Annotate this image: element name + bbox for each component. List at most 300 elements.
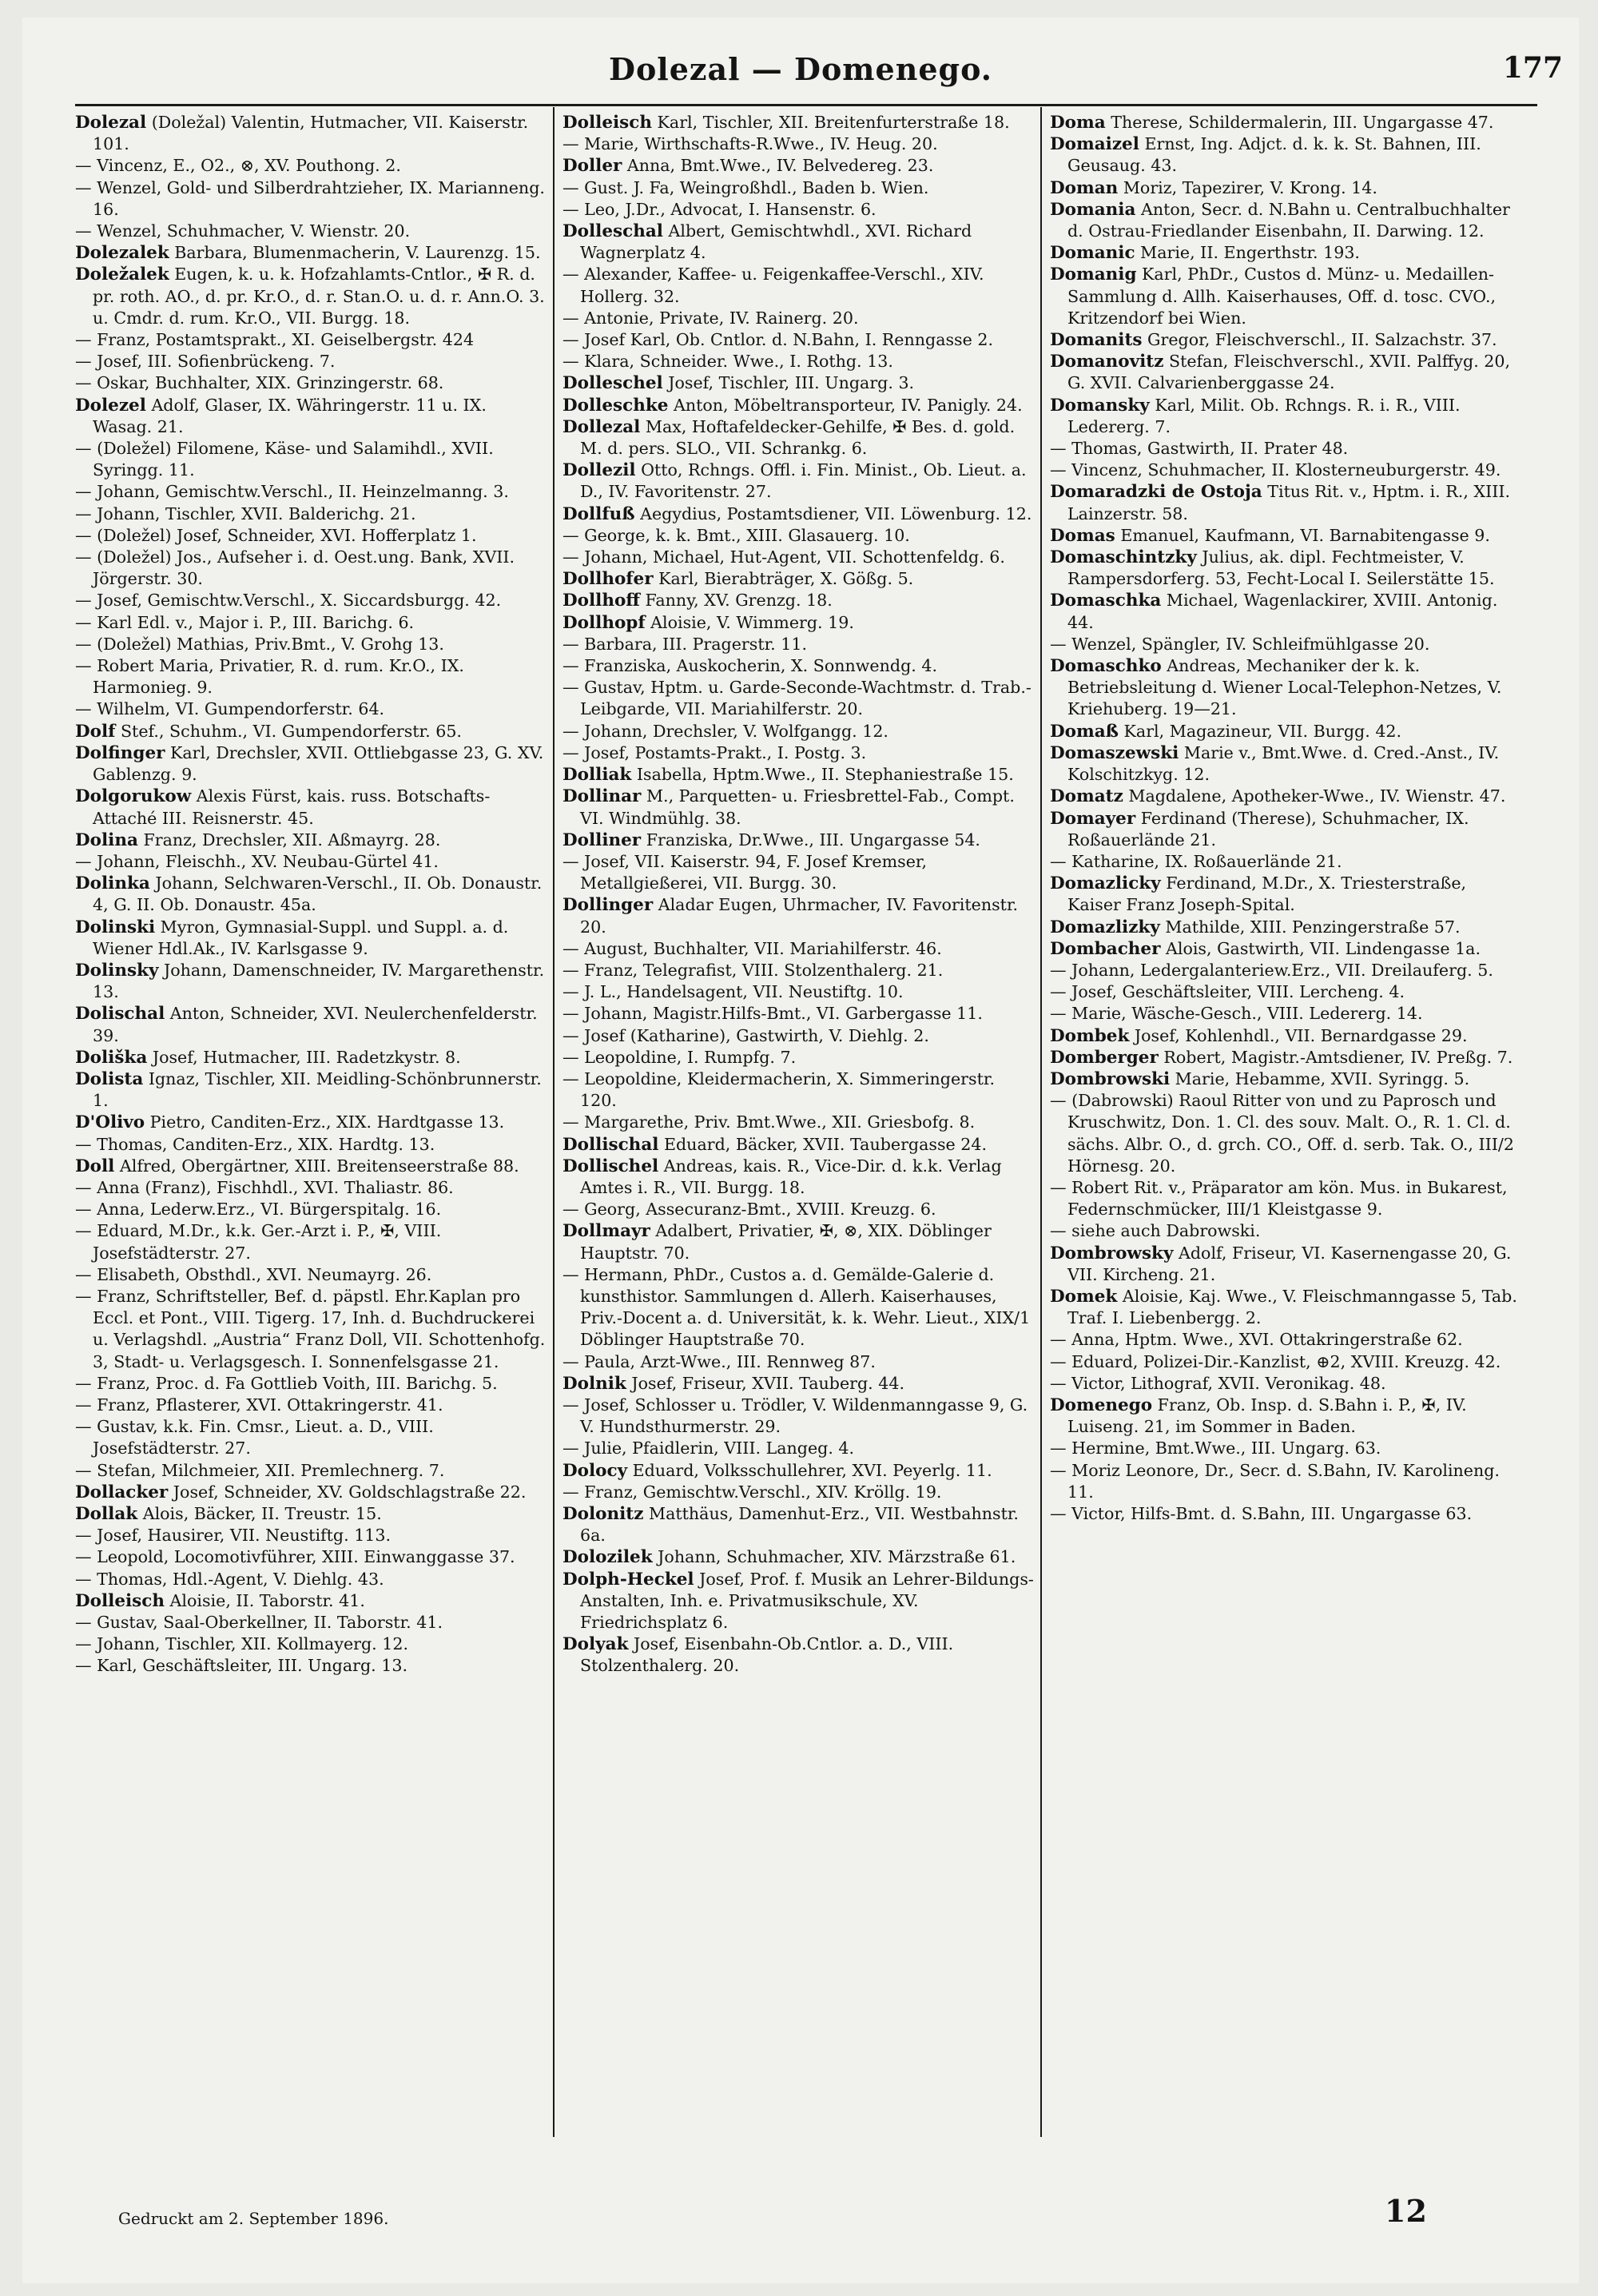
entry-text: Josef, Hutmacher, III. Radetzkystr. 8.: [152, 1047, 461, 1067]
entry-text: — Franz, Postamtsprakt., XI. Geiselbergstr. 424: [75, 330, 475, 350]
directory-entry: [1050, 460, 1521, 481]
entry-text: — Marie, Wirthschafts-R.Wwe., IV. Heug. 20.: [562, 134, 938, 154]
surname: Domaschintzky: [1050, 547, 1197, 568]
entry-text: Robert, Magistr.-Amtsdiener, IV. Preßg. 7.: [1163, 1047, 1513, 1067]
entry-text: Adalbert, Privatier, ✠, ⊗, XIX. Döblinger Hauptstr. 70.: [580, 1221, 992, 1263]
entry-text: — Paula, Arzt-Wwe., III. Rennweg 87.: [562, 1351, 876, 1371]
sheet-number: 12: [1385, 2193, 1427, 2229]
entry-text: Stef., Schuhm., VI. Gumpendorferstr. 65.: [120, 721, 462, 741]
directory-entry: [75, 786, 547, 829]
entry-text: Anton, Möbeltransporteur, IV. Panigly. 24.: [673, 395, 1023, 415]
entry-text: Franz, Drechsler, XII. Aßmayrg. 28.: [143, 830, 441, 850]
directory-entry: [562, 1633, 1034, 1677]
surname: Domanic: [1050, 243, 1135, 264]
entry-text: — Victor, Hilfs-Bmt. d. S.Bahn, III. Ungargasse 63.: [1050, 1504, 1473, 1523]
directory-entry: [1050, 438, 1521, 460]
entry-text: — Leopold, Locomotivführer, XIII. Einwanggasse 37.: [75, 1547, 515, 1567]
directory-entry: [1050, 395, 1521, 438]
entry-text: Barbara, Blumenmacherin, V. Laurenzg. 15.: [174, 243, 541, 263]
surname: Dollischal: [562, 1134, 659, 1155]
entry-text: — Leo, J.Dr., Advocat, I. Hansenstr. 6.: [562, 199, 877, 219]
directory-entry: [1050, 960, 1521, 981]
surname: Domanig: [1050, 265, 1137, 285]
entry-text: — Josef, III. Sofienbrückeng. 7.: [75, 352, 336, 372]
entry-text: — Josef Karl, Ob. Cntlor. d. N.Bahn, I. Renngasse 2.: [562, 330, 993, 350]
entry-text: — Vincenz, E., O2., ⊗, XV. Pouthong. 2.: [75, 156, 401, 176]
directory-entry: [562, 308, 1034, 329]
entry-text: Mathilde, XIII. Penzingerstraße 57.: [1165, 917, 1461, 937]
surname: Domatz: [1050, 786, 1123, 807]
directory-entry: [562, 1395, 1034, 1438]
entry-text: Anton, Schneider, XVI. Neulerchenfelderstr. 39.: [93, 1004, 538, 1045]
entry-text: — Hermann, PhDr., Custos a. d. Gemälde-Galerie d. kunsthistor. Sammlungen d. Allerh. Kaiserhauses, Priv.-Docent a. d. Universität, k. k. Wehr. Lieut., XIX/1 Döblinger Hauptstraße 70.: [562, 1264, 1031, 1350]
entry-text: Ferdinand (Therese), Schuhmacher, IX. Roßauerlände 21.: [1067, 808, 1469, 850]
directory-entry: [1050, 808, 1521, 851]
directory-entry: [562, 1438, 1034, 1459]
directory-entry: [562, 503, 1034, 525]
directory-entry: [75, 1416, 547, 1459]
entry-text: — Anna (Franz), Fischhdl., XVI. Thaliastr. 86.: [75, 1177, 454, 1197]
entry-text: Andreas, kais. R., Vice-Dir. d. k.k. Verlag Amtes i. R., VII. Burgg. 18.: [580, 1156, 1002, 1197]
entry-text: — Elisabeth, Obsthdl., XVI. Neumayrg. 26.: [75, 1264, 432, 1284]
directory-entry: [562, 677, 1034, 720]
surname: Domek: [1050, 1286, 1118, 1307]
surname: Dolezalek: [75, 243, 169, 264]
directory-entry: [1050, 1090, 1521, 1177]
directory-entry: [1050, 1438, 1521, 1459]
surname: Dolista: [75, 1068, 144, 1089]
directory-entry: [562, 1134, 1034, 1156]
directory-entry: [75, 873, 547, 916]
surname: Dolinka: [75, 873, 150, 894]
surname: D'Olivo: [75, 1112, 145, 1133]
directory-entry: [75, 395, 547, 438]
surname: Dolnik: [562, 1373, 626, 1394]
directory-entry: [75, 1395, 547, 1416]
directory-entry: [1050, 938, 1521, 960]
surname: Dolischal: [75, 1004, 165, 1025]
entry-text: — Victor, Lithograf, XVII. Veronikag. 48.: [1050, 1373, 1386, 1393]
column-1: [75, 112, 547, 2142]
entry-text: — Josef (Katharine), Gastwirth, V. Diehlg. 2.: [562, 1025, 929, 1045]
surname: Dolezal: [75, 113, 147, 133]
entry-text: — Franziska, Auskocherin, X. Sonnwendg. 4.: [562, 656, 937, 676]
surname: Dollhofer: [562, 569, 654, 590]
entry-text: Alois, Gastwirth, VII. Lindengasse 1a.: [1165, 938, 1481, 958]
entry-text: — Josef, Postamts-Prakt., I. Postg. 3.: [562, 742, 867, 762]
directory-entry: [75, 242, 547, 264]
surname: Dollak: [75, 1504, 138, 1524]
directory-entry: [562, 1264, 1034, 1351]
print-date: Gedruckt am 2. September 1896.: [118, 2209, 389, 2228]
directory-entry: [75, 1525, 547, 1546]
entry-text: — George, k. k. Bmt., XIII. Glasauerg. 10.: [562, 525, 910, 545]
entry-text: Albert, Gemischtwhdl., XVI. Richard Wagnerplatz 4.: [580, 221, 972, 263]
directory-entry: [562, 830, 1034, 851]
directory-entry: [75, 960, 547, 1003]
entry-text: Josef, Tischler, III. Ungarg. 3.: [668, 373, 915, 393]
directory-entry: [1050, 481, 1521, 524]
directory-entry: [75, 1546, 547, 1568]
directory-entry: [562, 655, 1034, 677]
directory-entry: [562, 938, 1034, 960]
directory-entry: [1050, 1003, 1521, 1025]
directory-entry: [1050, 525, 1521, 547]
directory-entry: [75, 329, 547, 351]
directory-entry: [75, 1220, 547, 1263]
entry-text: — Stefan, Milchmeier, XII. Premlechnerg. 7.: [75, 1460, 445, 1480]
entry-text: — Anna, Lederw.Erz., VI. Bürgerspitalg. 16.: [75, 1200, 442, 1220]
entry-text: — Johann, Michael, Hut-Agent, VII. Schottenfeldg. 6.: [562, 547, 1005, 567]
entry-text: Eugen, k. u. k. Hofzahlamts-Cntlor., ✠ R. d. pr. roth. AO., d. pr. Kr.O., d. r. Stan.O. u. d. r. Ann.O. 3. u. Cmdr. d. rum. Kr.O., VII. Burgg. 18.: [93, 265, 545, 328]
directory-entry: [75, 481, 547, 503]
surname: Domansky: [1050, 395, 1150, 416]
directory-entry: [562, 395, 1034, 416]
entry-text: — Gustav, k.k. Fin. Cmsr., Lieut. a. D., VIII. Josefstädterstr. 27.: [75, 1417, 434, 1458]
directory-entry: [562, 1569, 1034, 1634]
entry-text: — (Dabrowski) Raoul Ritter von und zu Paprosch und Kruschwitz, Don. 1. Cl. des souv. Malt. O., R. 1. Cl. d. sächs. Albr. O., d. grch. CO., Off. d. serb. Tak. O., III/2 Hörnesg. 20.: [1050, 1091, 1514, 1176]
directory-entry: [75, 1373, 547, 1395]
directory-entry: [1050, 199, 1521, 242]
entry-text: Max, Hoftafeldecker-Gehilfe, ✠ Bes. d. gold. M. d. pers. SLO., VII. Schrankg. 6.: [580, 416, 1016, 459]
entry-text: Adolf, Friseur, VI. Kasernengasse 20, G. VII. Kircheng. 21.: [1067, 1243, 1512, 1284]
directory-entry: [1050, 1395, 1521, 1438]
entry-text: Fanny, XV. Grenzg. 18.: [645, 591, 833, 611]
column-divider: [1040, 107, 1042, 2137]
entry-text: — Karl Edl. v., Major i. P., III. Barichg. 6.: [75, 612, 415, 632]
entry-text: M., Parquetten- u. Friesbrettel-Fab., Compt. VI. Windmühlg. 38.: [580, 786, 1015, 828]
directory-entry: [562, 351, 1034, 372]
entry-text: Isabella, Hptm.Wwe., II. Stephaniestraße 15.: [636, 765, 1014, 785]
entry-text: Aegydius, Postamtsdiener, VII. Löwenburg. 12.: [640, 503, 1032, 523]
column-3: [1050, 112, 1521, 2142]
entry-text: — (Doležel) Jos., Aufseher i. d. Oest.ung. Bank, XVII. Jörgerstr. 30.: [75, 547, 515, 589]
directory-entry: [1050, 917, 1521, 938]
directory-entry: [75, 351, 547, 372]
entry-text: (Doležal) Valentin, Hutmacher, VII. Kaiserstr. 101.: [93, 113, 529, 154]
surname: Dollischel: [562, 1156, 659, 1176]
directory-entry: [1050, 742, 1521, 786]
directory-entry: [75, 438, 547, 481]
directory-entry: [562, 1220, 1034, 1263]
directory-entry: [1050, 634, 1521, 655]
entry-text: — Robert Maria, Privatier, R. d. rum. Kr.O., IX. Harmonieg. 9.: [75, 656, 464, 698]
directory-entry: [1050, 590, 1521, 633]
directory-entry: [562, 786, 1034, 829]
entry-text: Marie, II. Engerthstr. 193.: [1140, 243, 1360, 263]
entry-text: — Josef, Gemischtw.Verschl., X. Siccardsburgg. 42.: [75, 591, 502, 611]
entry-text: Ignaz, Tischler, XII. Meidling-Schönbrunnerstr. 1.: [93, 1068, 542, 1111]
surname: Dollinar: [562, 786, 642, 807]
entry-text: Johann, Schuhmacher, XIV. Märzstraße 61.: [658, 1547, 1016, 1567]
surname: Doller: [562, 156, 622, 177]
directory-entry: [562, 1482, 1034, 1503]
surname: Dollinger: [562, 895, 654, 916]
entry-text: — Robert Rit. v., Präparator am kön. Mus. in Bukarest, Federnschmücker, III/1 Kleistgasse 9.: [1050, 1177, 1508, 1220]
directory-entry: [562, 568, 1034, 590]
directory-entry: [1050, 177, 1521, 199]
entry-text: Eduard, Volksschullehrer, XVI. Peyerlg. 11.: [632, 1460, 992, 1480]
surname: Dollezal: [562, 416, 641, 437]
header-rule: [75, 104, 1537, 106]
surname: Dolleschel: [562, 373, 663, 394]
directory-entry: [75, 612, 547, 634]
directory-entry: [1050, 242, 1521, 264]
surname: Dolleisch: [562, 113, 652, 133]
directory-entry: [562, 1503, 1034, 1546]
entry-text: Josef, Kohlenhdl., VII. Bernardgasse 29.: [1134, 1025, 1468, 1045]
directory-entry: [75, 1003, 547, 1046]
directory-entry: [75, 155, 547, 177]
running-head: Dolezal — Domenego.: [609, 51, 992, 87]
entry-text: — Josef, VII. Kaiserstr. 94, F. Josef Kremser, Metallgießerei, VII. Burgg. 30.: [562, 851, 928, 893]
directory-entry: [75, 1612, 547, 1633]
entry-text: Aloisie, Kaj. Wwe., V. Fleischmanngasse 5, Tab. Traf. I. Liebenbergg. 2.: [1067, 1286, 1517, 1328]
entry-text: Ferdinand, M.Dr., X. Triesterstraße, Kaiser Franz Joseph-Spital.: [1067, 873, 1467, 915]
entry-text: Adolf, Glaser, IX. Währingerstr. 11 u. IX. Wasag. 21.: [93, 395, 487, 436]
directory-entry: [1050, 112, 1521, 133]
surname: Dolina: [75, 830, 138, 850]
directory-entry: [562, 133, 1034, 155]
directory-entry: [562, 1047, 1034, 1068]
entry-text: Johann, Damenschneider, IV. Margarethenstr. 13.: [93, 960, 545, 1002]
directory-entry: [1050, 133, 1521, 177]
entry-text: Aloisie, II. Taborstr. 41.: [169, 1590, 365, 1610]
directory-entry: [75, 917, 547, 960]
entry-text: — Thomas, Gastwirth, II. Prater 48.: [1050, 439, 1349, 459]
surname: Dolliner: [562, 830, 642, 850]
directory-entry: [75, 1286, 547, 1373]
entry-text: Josef, Prof. f. Musik an Lehrer-Bildungs-Anstalten, Inh. e. Privatmusikschule, XV. Friedrichsplatz 6.: [580, 1569, 1034, 1633]
entry-text: Matthäus, Damenhut-Erz., VII. Westbahnstr. 6a.: [580, 1504, 1019, 1546]
surname: Dolocy: [562, 1460, 628, 1481]
surname: Domberger: [1050, 1047, 1159, 1068]
entry-text: Josef, Eisenbahn-Ob.Cntlor. a. D., VIII. Stolzenthalerg. 20.: [580, 1634, 954, 1676]
surname: Dollezil: [562, 460, 636, 481]
directory-entry: [1050, 329, 1521, 351]
directory-entry: [562, 372, 1034, 394]
directory-entry: [562, 264, 1034, 307]
entry-text: Aladar Eugen, Uhrmacher, IV. Favoritenstr. 20.: [580, 895, 1019, 937]
entry-text: — Johann, Magistr.Hilfs-Bmt., VI. Garbergasse 11.: [562, 1004, 983, 1024]
entry-text: Andreas, Mechaniker der k. k. Betriebsleitung d. Wiener Local-Telephon-Netzes, V. Kriehuberg. 19—21.: [1067, 656, 1502, 719]
directory-entry: [75, 112, 547, 155]
entry-text: — (Doležel) Josef, Schneider, XVI. Hofferplatz 1.: [75, 525, 477, 545]
entry-text: Johann, Selchwaren-Verschl., II. Ob. Donaustr. 4, G. II. Ob. Donaustr. 45a.: [93, 873, 543, 915]
entry-text: — (Doležel) Filomene, Käse- und Salamihdl., XVII. Syringg. 11.: [75, 439, 494, 480]
entry-text: — Antonie, Private, IV. Rainerg. 20.: [562, 308, 859, 328]
surname: Dolgorukow: [75, 786, 192, 807]
directory-entry: [75, 1199, 547, 1220]
directory-entry: [75, 655, 547, 698]
directory-entry: [562, 764, 1034, 786]
entry-text: — Johann, Tischler, XVII. Balderichg. 21.: [75, 503, 416, 523]
surname: Domaradzki de Ostoja: [1050, 482, 1262, 503]
entry-text: Karl, PhDr., Custos d. Münz- u. Medaillen-Sammlung d. Allh. Kaiserhauses, Off. d. tosc. CVO., Kritzendorf bei Wien.: [1067, 265, 1497, 328]
entry-text: — August, Buchhalter, VII. Mariahilferstr. 46.: [562, 938, 942, 958]
directory-entry: [562, 721, 1034, 742]
directory-entry: [75, 372, 547, 394]
entry-text: Gregor, Fleischverschl., II. Salzachstr. 37.: [1147, 330, 1497, 350]
entry-text: — siehe auch Dabrowski.: [1050, 1221, 1261, 1241]
page-header: [22, 51, 1579, 96]
directory-entry: [1050, 1068, 1521, 1090]
entry-text: — Gustav, Hptm. u. Garde-Seconde-Wachtmstr. d. Trab.-Leibgarde, VII. Mariahilferstr. 20.: [562, 678, 1032, 719]
entry-text: — Karl, Geschäftsleiter, III. Ungarg. 13.: [75, 1656, 408, 1676]
surname: Dolezel: [75, 395, 146, 416]
entry-text: Franziska, Dr.Wwe., III. Ungargasse 54.: [646, 830, 980, 850]
entry-text: Karl, Magazineur, VII. Burgg. 42.: [1123, 721, 1402, 741]
entry-text: — Gustav, Saal-Oberkellner, II. Taborstr. 41.: [75, 1613, 443, 1633]
directory-entry: [75, 221, 547, 242]
surname: Dolliak: [562, 765, 632, 786]
directory-entry: [562, 177, 1034, 199]
directory-entry: [1050, 1351, 1521, 1373]
entry-text: — J. L., Handelsagent, VII. Neustiftg. 10.: [562, 982, 904, 1002]
entry-text: Marie, Hebamme, XVII. Syringg. 5.: [1175, 1068, 1470, 1088]
entry-text: — Johann, Ledergalanteriew.Erz., VII. Dreilauferg. 5.: [1050, 960, 1493, 980]
entry-text: Aloisie, V. Wimmerg. 19.: [650, 612, 854, 632]
directory-entry: [75, 1264, 547, 1286]
entry-text: — Wilhelm, VI. Gumpendorferstr. 64.: [75, 699, 385, 719]
directory-entry: [75, 1503, 547, 1525]
surname: Domaizel: [1050, 134, 1139, 155]
entry-text: — (Doležel) Mathias, Priv.Bmt., V. Grohg 13.: [75, 634, 444, 654]
entry-text: Josef, Schneider, XV. Goldschlagstraße 22.: [173, 1482, 527, 1502]
entry-text: Michael, Wagenlackirer, XVIII. Antonig. 44.: [1067, 591, 1498, 632]
directory-entry: [562, 1373, 1034, 1395]
directory-entry: [562, 894, 1034, 937]
directory-entry: [1050, 786, 1521, 807]
entry-text: — Moriz Leonore, Dr., Secr. d. S.Bahn, IV. Karolineng. 11.: [1050, 1460, 1500, 1502]
directory-entry: [562, 460, 1034, 503]
directory-entry: [75, 698, 547, 720]
entry-text: Karl, Bierabträger, X. Gößg. 5.: [658, 569, 914, 589]
directory-entry: [1050, 721, 1521, 742]
directory-entry: [1050, 1373, 1521, 1395]
directory-entry: [562, 1460, 1034, 1482]
directory-entry: [1050, 1503, 1521, 1525]
surname: Dollfuß: [562, 503, 635, 524]
entry-text: Stefan, Fleischverschl., XVII. Palffyg. 20, G. XVII. Calvarienberggasse 24.: [1067, 352, 1511, 393]
directory-entry: [75, 503, 547, 525]
entry-text: — Anna, Hptm. Wwe., XVI. Ottakringerstraße 62.: [1050, 1330, 1463, 1350]
entry-text: Anna, Bmt.Wwe., IV. Belvedereg. 23.: [626, 156, 934, 176]
surname: Dolleschke: [562, 395, 669, 416]
entry-text: — Johann, Fleischh., XV. Neubau-Gürtel 41.: [75, 851, 439, 871]
directory-entry: [75, 1156, 547, 1177]
directory-entry: [1050, 547, 1521, 590]
directory-entry: [75, 1655, 547, 1677]
surname: Dolf: [75, 721, 116, 742]
directory-entry: [562, 1199, 1034, 1220]
entry-text: — Wenzel, Spängler, IV. Schleifmühlgasse 20.: [1050, 634, 1430, 654]
directory-entry: [75, 742, 547, 786]
directory-entry: [562, 1025, 1034, 1047]
directory-entry: [1050, 873, 1521, 916]
surname: Doman: [1050, 177, 1119, 198]
entry-text: Moriz, Tapezirer, V. Krong. 14.: [1123, 177, 1377, 197]
directory-entry: [562, 634, 1034, 655]
column-divider: [553, 107, 555, 2137]
surname: Domas: [1050, 525, 1115, 546]
directory-entry: [562, 960, 1034, 981]
entry-text: Alexis Fürst, kais. russ. Botschafts-Attaché III. Reisnerstr. 45.: [93, 786, 491, 828]
surname: Dolinski: [75, 917, 156, 937]
surname: Dollhoff: [562, 591, 640, 611]
surname: Dollhopf: [562, 612, 646, 633]
entry-text: — Alexander, Kaffee- u. Feigenkaffee-Verschl., XIV. Hollerg. 32.: [562, 265, 984, 306]
entry-text: — Thomas, Canditen-Erz., XIX. Hardtg. 13.: [75, 1134, 435, 1154]
directory-entry: [562, 851, 1034, 894]
surname: Doma: [1050, 113, 1106, 133]
entry-text: — Leopoldine, I. Rumpfg. 7.: [562, 1047, 797, 1067]
directory-entry: [75, 721, 547, 742]
directory-entry: [562, 612, 1034, 634]
surname: Dombacher: [1050, 938, 1161, 959]
directory-entry: [1050, 1025, 1521, 1047]
directory-entry: [562, 221, 1034, 264]
entry-text: — Wenzel, Gold- und Silberdrahtzieher, IX. Marianneng. 16.: [75, 177, 545, 219]
entry-text: Franz, Ob. Insp. d. S.Bahn i. P., ✠, IV. Luiseng. 21, im Sommer in Baden.: [1067, 1395, 1467, 1437]
directory-entry: [75, 1460, 547, 1482]
directory-entry: [562, 525, 1034, 547]
directory-entry: [75, 264, 547, 329]
entry-text: Pietro, Canditen-Erz., XIX. Hardtgasse 13.: [149, 1112, 505, 1132]
surname: Dombek: [1050, 1025, 1130, 1046]
entry-text: Karl, Tischler, XII. Breitenfurterstraße 18.: [657, 113, 1010, 132]
directory-entry: [75, 177, 547, 221]
directory-entry: [1050, 981, 1521, 1003]
entry-text: Karl, Drechsler, XVII. Ottliebgasse 23, G. XV. Gablenzg. 9.: [93, 742, 544, 785]
directory-entry: [75, 1177, 547, 1199]
directory-entry: [562, 1068, 1034, 1112]
directory-entry: [75, 1112, 547, 1133]
directory-entry: [75, 634, 547, 655]
directory-entry: [1050, 1286, 1521, 1329]
entry-text: Emanuel, Kaufmann, VI. Barnabitengasse 9.: [1120, 525, 1490, 545]
entry-text: Eduard, Bäcker, XVII. Taubergasse 24.: [663, 1134, 987, 1154]
directory-entry: [562, 1156, 1034, 1199]
directory-entry: [562, 1112, 1034, 1133]
entry-text: — Josef, Hausirer, VII. Neustiftg. 113.: [75, 1526, 392, 1546]
directory-entry: [75, 1047, 547, 1068]
directory-entry: [562, 416, 1034, 460]
directory-entry: [1050, 1220, 1521, 1242]
entry-text: Therese, Schildermalerin, III. Ungargasse 47.: [1111, 113, 1494, 132]
entry-text: — Vincenz, Schuhmacher, II. Klosterneuburgerstr. 49.: [1050, 460, 1501, 480]
entry-text: — Johann, Drechsler, V. Wolfgangg. 12.: [562, 721, 888, 741]
entry-text: — Gust. J. Fa, Weingroßhdl., Baden b. Wien.: [562, 177, 929, 197]
entry-text: — Franz, Gemischtw.Verschl., XIV. Kröllg. 19.: [562, 1482, 942, 1502]
surname: Domania: [1050, 199, 1136, 220]
entry-text: Titus Rit. v., Hptm. i. R., XIII. Lainzerstr. 58.: [1067, 482, 1511, 523]
directory-entry: [75, 1134, 547, 1156]
directory-entry: [75, 590, 547, 611]
directory-entry: [75, 851, 547, 873]
surname: Dombrowsky: [1050, 1243, 1174, 1263]
column-2: [562, 112, 1034, 2142]
directory-entry: [1050, 655, 1521, 721]
surname: Doll: [75, 1156, 115, 1176]
directory-entry: [562, 329, 1034, 351]
entry-text: — Margarethe, Priv. Bmt.Wwe., XII. Griesbofg. 8.: [562, 1112, 976, 1132]
directory-entry: [1050, 1177, 1521, 1220]
entry-text: Alois, Bäcker, II. Treustr. 15.: [142, 1504, 382, 1523]
entry-text: Myron, Gymnasial-Suppl. und Suppl. a. d. Wiener Hdl.Ak., IV. Karlsgasse 9.: [93, 917, 509, 958]
entry-text: Marie v., Bmt.Wwe. d. Cred.-Anst., IV. Kolschitzkyg. 12.: [1067, 742, 1500, 785]
directory-entry: [75, 1068, 547, 1112]
